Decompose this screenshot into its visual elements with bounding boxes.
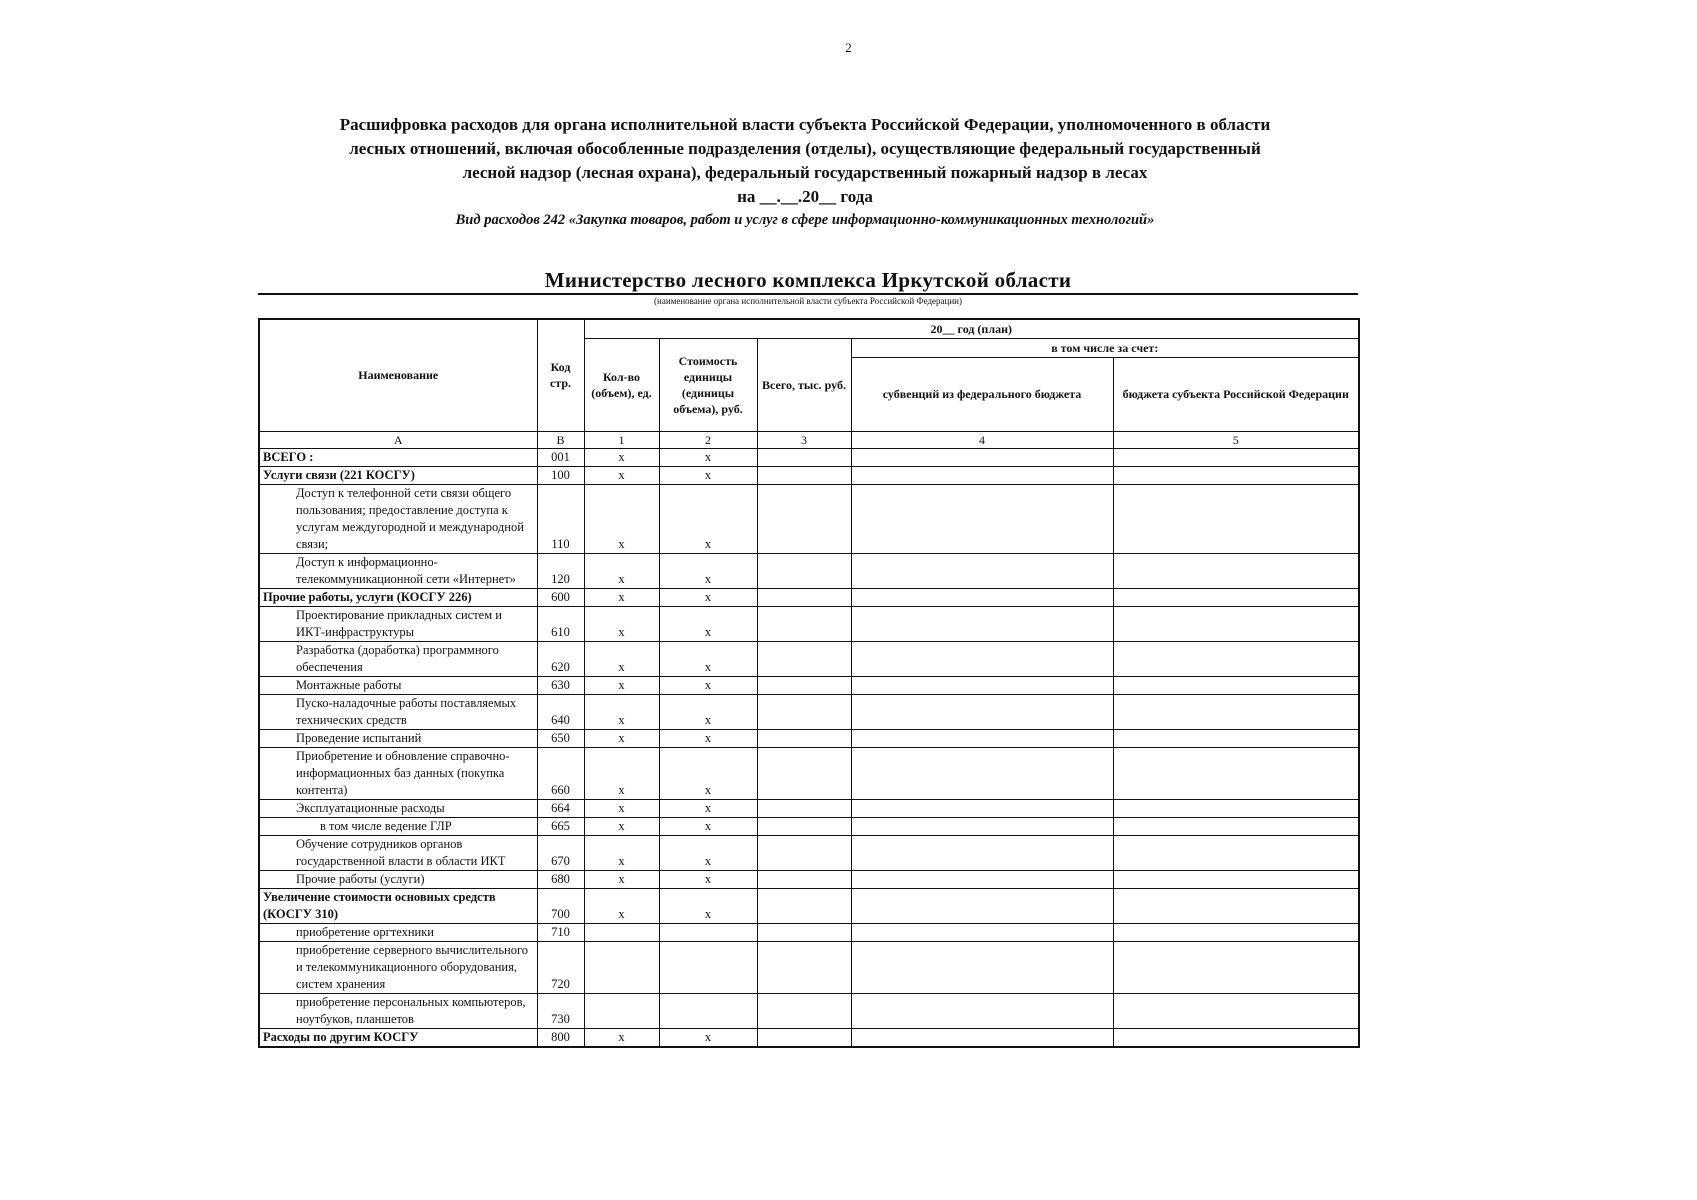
- row-name: Разработка (доработка) программного обеспечения: [259, 641, 537, 676]
- row-federal-cell[interactable]: [851, 747, 1113, 799]
- table-row: [259, 466, 1359, 484]
- row-total-cell[interactable]: [757, 835, 851, 870]
- title-line-1: Расшифровка расходов для органа исполнительной власти субъекта Российской Федерации, уполномоченного в области: [339, 115, 1271, 134]
- row-code: 650: [537, 729, 584, 747]
- row-code: 120: [537, 553, 584, 588]
- row-code: 640: [537, 694, 584, 729]
- row-unit-cost: x: [659, 676, 757, 694]
- table-row: [259, 888, 1359, 923]
- row-name: Проектирование прикладных систем и ИКТ-инфраструктуры: [259, 606, 537, 641]
- row-federal-cell[interactable]: [851, 941, 1113, 993]
- row-regional-cell[interactable]: [1113, 993, 1359, 1028]
- row-code: 630: [537, 676, 584, 694]
- row-name: Монтажные работы: [259, 676, 537, 694]
- row-unit-cost: x: [659, 588, 757, 606]
- row-code: 110: [537, 484, 584, 553]
- row-regional-cell[interactable]: [1113, 466, 1359, 484]
- organization-name: Министерство лесного комплекса Иркутской области: [544, 268, 1072, 292]
- table-row: [259, 799, 1359, 817]
- row-qty: x: [584, 588, 659, 606]
- expense-table: [258, 318, 1360, 1048]
- row-qty: x: [584, 448, 659, 466]
- row-code: 100: [537, 466, 584, 484]
- row-federal-cell[interactable]: [851, 870, 1113, 888]
- table-row: [259, 923, 1359, 941]
- title-line-2: лесных отношений, включая обособленные подразделения (отделы), осуществляющие федеральный государственный: [349, 139, 1261, 158]
- row-federal-cell[interactable]: [851, 923, 1113, 941]
- page-number: 2: [845, 40, 852, 55]
- row-name: Доступ к информационно-телекоммуникационной сети «Интернет»: [259, 553, 537, 588]
- row-code: 620: [537, 641, 584, 676]
- row-name: Прочие работы (услуги): [259, 870, 537, 888]
- row-qty: x: [584, 817, 659, 835]
- row-regional-cell[interactable]: [1113, 923, 1359, 941]
- row-name: Обучение сотрудников органов государственной власти в области ИКТ: [259, 835, 537, 870]
- row-total-cell[interactable]: [757, 941, 851, 993]
- row-unit-cost: x: [659, 817, 757, 835]
- column-letter: 1: [584, 431, 659, 448]
- row-qty: x: [584, 466, 659, 484]
- row-qty: x: [584, 676, 659, 694]
- row-code: 664: [537, 799, 584, 817]
- row-qty: x: [584, 888, 659, 923]
- table-row: [259, 993, 1359, 1028]
- row-code: 700: [537, 888, 584, 923]
- row-qty: x: [584, 484, 659, 553]
- expense-type-subtitle: Вид расходов 242 «Закупка товаров, работ и услуг в сфере информационно-коммуникационных технологий»: [455, 212, 1155, 228]
- row-total-cell[interactable]: [757, 747, 851, 799]
- row-federal-cell[interactable]: [851, 588, 1113, 606]
- column-letter: А: [259, 431, 537, 448]
- row-federal-cell[interactable]: [851, 835, 1113, 870]
- row-name: ВСЕГО :: [259, 448, 537, 466]
- column-letter: 5: [1113, 431, 1359, 448]
- table-row: [259, 484, 1359, 553]
- row-regional-cell[interactable]: [1113, 641, 1359, 676]
- table-row: [259, 588, 1359, 606]
- table-row: [259, 606, 1359, 641]
- row-total-cell[interactable]: [757, 641, 851, 676]
- row-federal-cell[interactable]: [851, 1028, 1113, 1047]
- row-name: Пуско-наладочные работы поставляемых технических средств: [259, 694, 537, 729]
- row-regional-cell[interactable]: [1113, 799, 1359, 817]
- row-total-cell[interactable]: [757, 1028, 851, 1047]
- row-code: 800: [537, 1028, 584, 1047]
- row-unit-cost: x: [659, 606, 757, 641]
- row-regional-cell[interactable]: [1113, 888, 1359, 923]
- row-federal-cell[interactable]: [851, 676, 1113, 694]
- row-federal-cell[interactable]: [851, 553, 1113, 588]
- table-row: [259, 694, 1359, 729]
- column-letter: 3: [757, 431, 851, 448]
- row-unit-cost-cell[interactable]: [659, 941, 757, 993]
- column-letter: В: [537, 431, 584, 448]
- row-regional-cell[interactable]: [1113, 484, 1359, 553]
- row-federal-cell[interactable]: [851, 729, 1113, 747]
- table-row: [259, 870, 1359, 888]
- row-federal-cell[interactable]: [851, 817, 1113, 835]
- row-regional-cell[interactable]: [1113, 747, 1359, 799]
- row-qty: x: [584, 747, 659, 799]
- row-qty: x: [584, 835, 659, 870]
- row-name: Доступ к телефонной сети связи общего пользования; предоставление доступа к услугам междугородной и международной связи;: [259, 484, 537, 553]
- row-code: 720: [537, 941, 584, 993]
- row-total-cell[interactable]: [757, 606, 851, 641]
- row-regional-cell[interactable]: [1113, 448, 1359, 466]
- row-federal-cell[interactable]: [851, 466, 1113, 484]
- row-code: 670: [537, 835, 584, 870]
- row-code: 610: [537, 606, 584, 641]
- document-title: [240, 113, 1370, 231]
- row-total-cell[interactable]: [757, 676, 851, 694]
- row-unit-cost: x: [659, 484, 757, 553]
- row-unit-cost-cell[interactable]: [659, 923, 757, 941]
- column-letter: 4: [851, 431, 1113, 448]
- row-qty-cell[interactable]: [584, 923, 659, 941]
- row-regional-cell[interactable]: [1113, 606, 1359, 641]
- row-name: приобретение оргтехники: [259, 923, 537, 941]
- row-qty-cell[interactable]: [584, 941, 659, 993]
- row-name: приобретение серверного вычислительного и телекоммуникационного оборудования, систем хранения: [259, 941, 537, 993]
- row-qty: x: [584, 694, 659, 729]
- row-regional-cell[interactable]: [1113, 870, 1359, 888]
- row-qty: x: [584, 799, 659, 817]
- row-unit-cost: x: [659, 835, 757, 870]
- row-unit-cost: x: [659, 694, 757, 729]
- header-code: Код стр.: [537, 319, 584, 431]
- row-federal-cell[interactable]: [851, 993, 1113, 1028]
- row-name: Услуги связи (221 КОСГУ): [259, 466, 537, 484]
- row-unit-cost: x: [659, 799, 757, 817]
- row-unit-cost: x: [659, 1028, 757, 1047]
- row-unit-cost: x: [659, 888, 757, 923]
- title-date-line: на __.__.20__ года: [737, 187, 873, 206]
- row-federal-cell[interactable]: [851, 888, 1113, 923]
- row-regional-cell[interactable]: [1113, 729, 1359, 747]
- row-qty: x: [584, 1028, 659, 1047]
- table-row: [259, 747, 1359, 799]
- row-name: Расходы по другим КОСГУ: [259, 1028, 537, 1047]
- row-unit-cost: x: [659, 747, 757, 799]
- row-federal-cell[interactable]: [851, 484, 1113, 553]
- row-total-cell[interactable]: [757, 870, 851, 888]
- row-qty: x: [584, 641, 659, 676]
- row-qty: x: [584, 606, 659, 641]
- row-regional-cell[interactable]: [1113, 817, 1359, 835]
- organization-caption: (наименование органа исполнительной власти субъекта Российской Федерации): [654, 296, 962, 306]
- table-row: [259, 641, 1359, 676]
- row-total-cell[interactable]: [757, 817, 851, 835]
- header-name: Наименование: [259, 319, 537, 431]
- row-regional-cell[interactable]: [1113, 835, 1359, 870]
- row-qty: x: [584, 870, 659, 888]
- row-unit-cost: x: [659, 553, 757, 588]
- row-total-cell[interactable]: [757, 888, 851, 923]
- row-name: Увеличение стоимости основных средств (КОСГУ 310): [259, 888, 537, 923]
- row-total-cell[interactable]: [757, 588, 851, 606]
- row-name: Прочие работы, услуги (КОСГУ 226): [259, 588, 537, 606]
- row-name: Проведение испытаний: [259, 729, 537, 747]
- row-code: 600: [537, 588, 584, 606]
- row-name: Эксплуатационные расходы: [259, 799, 537, 817]
- table-row: [259, 1028, 1359, 1047]
- table-row: [259, 553, 1359, 588]
- row-code: 665: [537, 817, 584, 835]
- header-year-plan: 20__ год (план): [584, 319, 1359, 338]
- organization-underline: [258, 293, 1358, 295]
- row-unit-cost: x: [659, 870, 757, 888]
- row-federal-cell[interactable]: [851, 694, 1113, 729]
- table-row: [259, 676, 1359, 694]
- row-total-cell[interactable]: [757, 799, 851, 817]
- table-row: [259, 448, 1359, 466]
- row-total-cell[interactable]: [757, 993, 851, 1028]
- row-code: 680: [537, 870, 584, 888]
- row-regional-cell[interactable]: [1113, 941, 1359, 993]
- row-name: Приобретение и обновление справочно-информационных баз данных (покупка контента): [259, 747, 537, 799]
- row-unit-cost: x: [659, 729, 757, 747]
- row-total-cell[interactable]: [757, 923, 851, 941]
- row-total-cell[interactable]: [757, 484, 851, 553]
- row-unit-cost: x: [659, 466, 757, 484]
- row-unit-cost-cell[interactable]: [659, 993, 757, 1028]
- header-including: в том числе за счет:: [851, 338, 1359, 357]
- table-row: [259, 941, 1359, 993]
- row-total-cell[interactable]: [757, 729, 851, 747]
- row-federal-cell[interactable]: [851, 641, 1113, 676]
- row-regional-cell[interactable]: [1113, 676, 1359, 694]
- row-qty: x: [584, 553, 659, 588]
- header-unit-cost: Стоимость единицы (единицы объема), руб.: [659, 338, 757, 431]
- row-code: 001: [537, 448, 584, 466]
- row-federal-cell[interactable]: [851, 606, 1113, 641]
- row-federal-cell[interactable]: [851, 448, 1113, 466]
- row-code: 710: [537, 923, 584, 941]
- row-qty: x: [584, 729, 659, 747]
- header-federal: субвенций из федерального бюджета: [851, 357, 1113, 431]
- table-row: [259, 817, 1359, 835]
- row-regional-cell[interactable]: [1113, 553, 1359, 588]
- title-line-3: лесной надзор (лесная охрана), федеральный государственный пожарный надзор в лесах: [462, 163, 1148, 182]
- header-total: Всего, тыс. руб.: [757, 338, 851, 431]
- row-regional-cell[interactable]: [1113, 1028, 1359, 1047]
- row-regional-cell[interactable]: [1113, 694, 1359, 729]
- row-total-cell[interactable]: [757, 553, 851, 588]
- row-total-cell[interactable]: [757, 466, 851, 484]
- row-unit-cost: x: [659, 641, 757, 676]
- row-total-cell[interactable]: [757, 694, 851, 729]
- row-qty-cell[interactable]: [584, 993, 659, 1028]
- row-code: 730: [537, 993, 584, 1028]
- table-row: [259, 835, 1359, 870]
- row-federal-cell[interactable]: [851, 799, 1113, 817]
- row-regional-cell[interactable]: [1113, 588, 1359, 606]
- table-row: [259, 729, 1359, 747]
- header-regional: бюджета субъекта Российской Федерации: [1113, 357, 1359, 431]
- row-unit-cost: x: [659, 448, 757, 466]
- header-qty: Кол-во (объем), ед.: [584, 338, 659, 431]
- row-total-cell[interactable]: [757, 448, 851, 466]
- row-code: 660: [537, 747, 584, 799]
- row-name: в том числе ведение ГЛР: [259, 817, 537, 835]
- column-letter: 2: [659, 431, 757, 448]
- row-name: приобретение персональных компьютеров, ноутбуков, планшетов: [259, 993, 537, 1028]
